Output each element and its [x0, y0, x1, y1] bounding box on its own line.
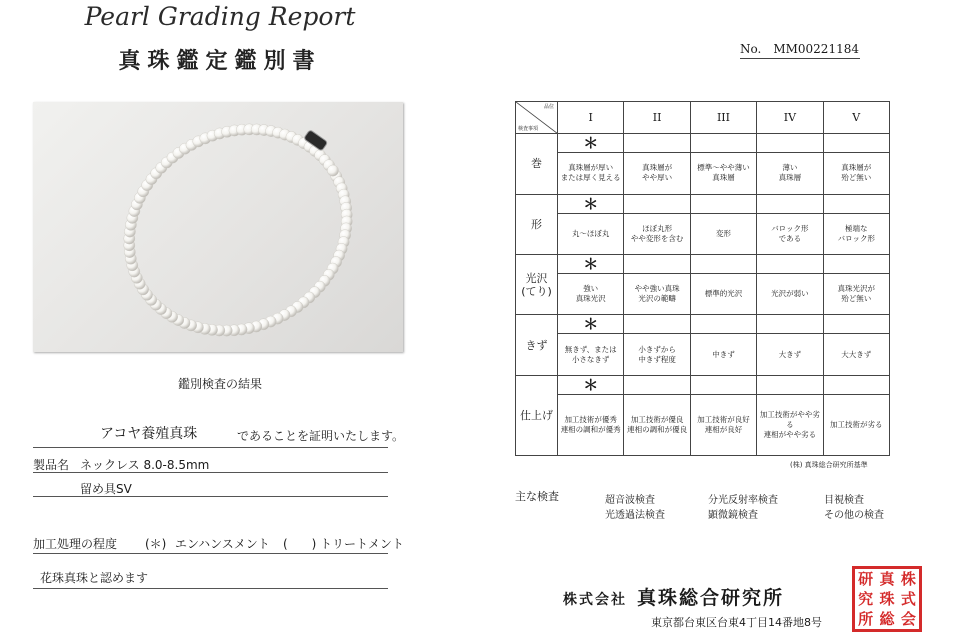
necklace-photo — [33, 102, 403, 352]
grade-mark-cell — [624, 375, 690, 394]
grade-description: バロック形 である — [757, 213, 823, 254]
seal-char: 珠 — [879, 590, 895, 608]
grading-table — [515, 101, 890, 456]
grade-mark-cell — [757, 134, 823, 153]
grade-star-mark: ＊ — [583, 134, 599, 153]
grade-star-row — [516, 315, 890, 334]
grade-mark-cell — [823, 315, 889, 334]
identity-value: アコヤ養殖真珠 — [100, 426, 198, 442]
treatment-mark: ( ) — [283, 537, 317, 551]
grade-star-row — [516, 254, 890, 273]
grade-description: 光沢が弱い — [757, 273, 823, 314]
grade-header: V — [823, 102, 889, 134]
grade-mark-cell — [757, 315, 823, 334]
seal-char: 所 — [858, 610, 874, 628]
grade-mark-cell — [690, 375, 756, 394]
grade-star-mark: ＊ — [583, 315, 599, 334]
grade-mark-cell — [757, 194, 823, 213]
grade-description: 真珠層が 殆ど無い — [823, 153, 889, 194]
criterion-label: きず — [516, 315, 558, 375]
grade-mark-cell — [690, 254, 756, 273]
processing-line — [33, 553, 388, 554]
company-main-name: 真珠総合研究所 — [637, 587, 785, 609]
grade-mark-cell — [558, 375, 624, 394]
product-value: ネックレス 8.0-8.5mm — [80, 458, 210, 472]
grade-description: 中きず — [690, 334, 756, 375]
grade-description: 標準〜やや薄い 真珠層 — [690, 153, 756, 194]
grade-desc-row — [516, 394, 890, 455]
seal-char: 研 — [858, 570, 874, 588]
inspections-title: 主な検査 — [515, 490, 559, 503]
grade-description: 加工技術が優良 連相の調和が優良 — [624, 394, 690, 455]
grade-mark-cell — [690, 134, 756, 153]
grade-description: ほぼ丸形 やや変形を含む — [624, 213, 690, 254]
conclusion-line — [33, 588, 388, 589]
standard-note: (株) 真珠総合研究所基準 — [790, 461, 868, 469]
grade-description: 極端な バロック形 — [823, 213, 889, 254]
processing-label: 加工処理の程度 — [33, 537, 118, 551]
grade-star-row — [516, 194, 890, 213]
report-number-underline — [740, 58, 860, 59]
grade-star-row — [516, 375, 890, 394]
corner-bottom-label: 検査事項 — [518, 126, 539, 133]
grade-star-mark: ＊ — [583, 375, 599, 394]
treatment-label: トリートメント — [320, 537, 404, 551]
company-prefix: 株式会社 — [563, 592, 627, 608]
criterion-label: 巻 — [516, 134, 558, 194]
grade-header: I — [558, 102, 624, 134]
seal-char: 株 — [900, 570, 916, 588]
grade-header: III — [690, 102, 756, 134]
grade-mark-cell — [558, 254, 624, 273]
clasp-line — [33, 496, 388, 497]
title-english: Pearl Grading Report — [84, 2, 356, 31]
pearl-necklace-image — [33, 102, 403, 352]
grade-star-mark: ＊ — [583, 254, 599, 273]
grade-description: 加工技術が優秀 連相の調和が優秀 — [558, 394, 624, 455]
enhancement-label: エンハンスメント — [175, 537, 270, 551]
clasp-value: 留め具SV — [80, 482, 132, 496]
seal-char: 真 — [879, 570, 895, 588]
result-heading: 鑑別検査の結果 — [177, 377, 262, 391]
grade-mark-cell — [757, 254, 823, 273]
grade-mark-cell — [624, 194, 690, 213]
grade-mark-cell — [558, 134, 624, 153]
grade-description: 小きずから 中きず程度 — [624, 334, 690, 375]
product-line — [33, 472, 388, 473]
grade-description: 変形 — [690, 213, 756, 254]
company-address: 東京都台東区台東4丁目14番地8号 — [651, 616, 822, 629]
inspection-item: 超音波検査 — [605, 495, 655, 506]
grade-description: 真珠層が やや厚い — [624, 153, 690, 194]
grade-desc-row — [516, 153, 890, 194]
inspection-item: その他の検査 — [824, 510, 884, 521]
grade-star-row — [516, 134, 890, 153]
grade-description: 強い 真珠光沢 — [558, 273, 624, 314]
grade-header: IV — [757, 102, 823, 134]
enhancement-mark: (＊) — [145, 537, 167, 551]
grade-star-mark: ＊ — [583, 194, 599, 213]
grade-mark-cell — [690, 315, 756, 334]
report-number: No. MM00221184 — [740, 42, 859, 56]
criterion-label: 形 — [516, 194, 558, 254]
certify-text: であることを証明いたします。 — [237, 429, 405, 443]
grade-desc-row — [516, 273, 890, 314]
grade-header: II — [624, 102, 690, 134]
grade-description: 加工技術がやや劣る 連相がやや劣る — [757, 394, 823, 455]
inspection-item: 光透過法検査 — [605, 510, 665, 521]
grade-mark-cell — [690, 194, 756, 213]
grade-desc-row — [516, 334, 890, 375]
grade-description: 標準的光沢 — [690, 273, 756, 314]
grade-description: 薄い 真珠層 — [757, 153, 823, 194]
grade-description: 真珠層が厚い または厚く見える — [558, 153, 624, 194]
grade-desc-row — [516, 213, 890, 254]
grade-description: 加工技術が良好 連相が良好 — [690, 394, 756, 455]
corner-top-label: 品位 — [543, 104, 554, 110]
seal-char: 総 — [879, 610, 895, 628]
grade-mark-cell — [558, 194, 624, 213]
grade-description: 大きず — [757, 334, 823, 375]
grade-mark-cell — [823, 254, 889, 273]
grade-mark-cell — [757, 375, 823, 394]
conclusion-text: 花珠真珠と認めます — [40, 571, 149, 585]
seal-char: 会 — [900, 610, 916, 628]
grade-description: やや強い真珠 光沢の範疇 — [624, 273, 690, 314]
grade-mark-cell — [823, 134, 889, 153]
pearl-bead — [327, 165, 338, 176]
company-name — [563, 583, 784, 610]
grade-mark-cell — [624, 315, 690, 334]
grade-mark-cell — [624, 134, 690, 153]
title-japanese: 真珠鑑定鑑別書 — [118, 48, 322, 74]
grade-description: 加工技術が劣る — [823, 394, 889, 455]
grade-mark-cell — [823, 194, 889, 213]
grade-mark-cell — [823, 375, 889, 394]
grade-mark-cell — [624, 254, 690, 273]
criterion-label: 光沢 (てり) — [516, 254, 558, 314]
grade-description: 無きず、または 小さなきず — [558, 334, 624, 375]
identity-line — [33, 447, 388, 448]
inspection-item: 分光反射率検査 — [708, 495, 778, 506]
grade-header-row — [516, 102, 890, 134]
grade-description: 丸〜ほぼ丸 — [558, 213, 624, 254]
criterion-label: 仕上げ — [516, 375, 558, 455]
inspection-item: 顕微鏡検査 — [708, 510, 758, 521]
grade-mark-cell — [558, 315, 624, 334]
inspection-item: 目視検査 — [824, 495, 864, 506]
grade-description: 真珠光沢が 殆ど無い — [823, 273, 889, 314]
company-seal-stamp — [852, 566, 922, 632]
product-label: 製品名 — [33, 458, 70, 472]
grade-description: 大大きず — [823, 334, 889, 375]
table-corner-cell — [516, 102, 558, 134]
seal-char: 式 — [900, 590, 916, 608]
seal-char: 究 — [858, 590, 874, 608]
